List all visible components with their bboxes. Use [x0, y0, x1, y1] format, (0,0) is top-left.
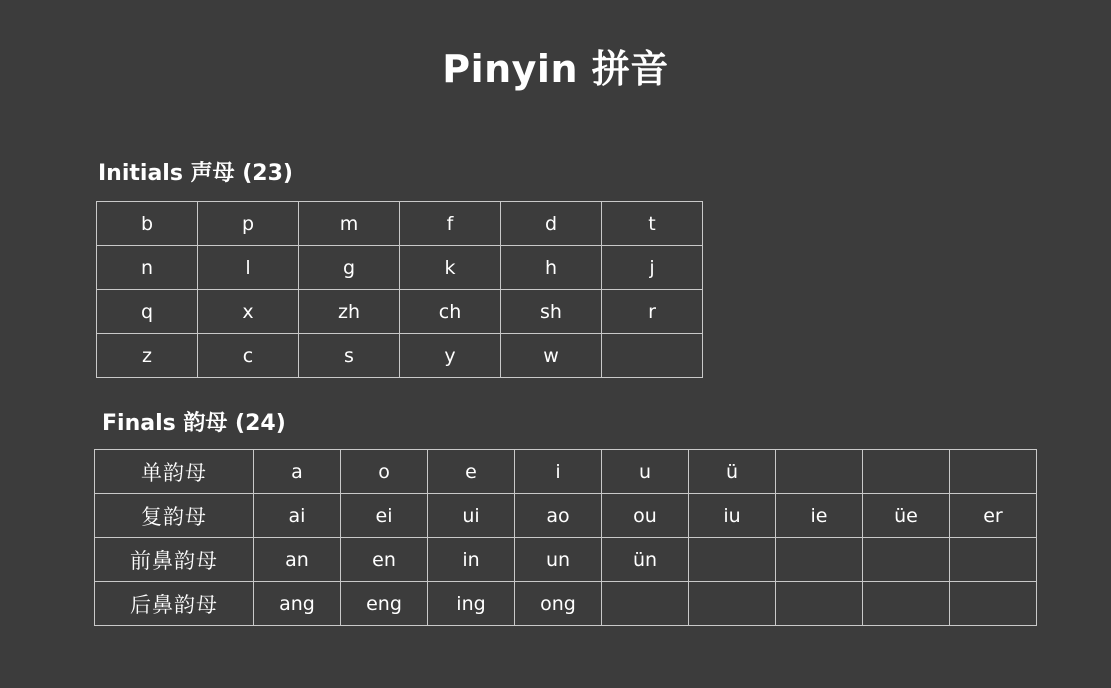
page-title: Pinyin 拼音: [442, 47, 669, 91]
initials-heading: Initials 声母 (23): [98, 161, 293, 186]
initial-cell: c: [198, 334, 299, 378]
final-cell: ong: [515, 582, 602, 626]
final-cell-empty: [689, 538, 776, 582]
final-cell: ün: [602, 538, 689, 582]
table-row: [97, 202, 703, 246]
initial-cell: r: [602, 290, 703, 334]
final-cell: i: [515, 450, 602, 494]
initial-cell: zh: [299, 290, 400, 334]
initial-cell: ch: [400, 290, 501, 334]
initial-cell: z: [97, 334, 198, 378]
final-cell: o: [341, 450, 428, 494]
final-cell-empty: [950, 582, 1037, 626]
table-row: [95, 494, 1037, 538]
final-cell: eng: [341, 582, 428, 626]
final-cell-empty: [950, 538, 1037, 582]
initial-cell: k: [400, 246, 501, 290]
initial-cell: d: [501, 202, 602, 246]
final-cell-empty: [689, 582, 776, 626]
final-cell-empty: [950, 450, 1037, 494]
final-cell-empty: [776, 582, 863, 626]
final-cell: u: [602, 450, 689, 494]
table-row: [97, 334, 703, 378]
final-cell: ei: [341, 494, 428, 538]
initial-cell: n: [97, 246, 198, 290]
initial-cell: l: [198, 246, 299, 290]
initial-cell: b: [97, 202, 198, 246]
finals-section: [94, 406, 1037, 626]
initial-cell: t: [602, 202, 703, 246]
pinyin-page: [0, 38, 1111, 688]
final-cell-empty: [863, 538, 950, 582]
final-cell-empty: [776, 538, 863, 582]
final-cell: ing: [428, 582, 515, 626]
final-cell-empty: [776, 450, 863, 494]
final-cell: ao: [515, 494, 602, 538]
final-cell: iu: [689, 494, 776, 538]
initial-cell-empty: [602, 334, 703, 378]
initial-cell: sh: [501, 290, 602, 334]
finals-table: [94, 449, 1037, 626]
final-cell-empty: [863, 582, 950, 626]
finals-row-label: 后鼻韵母: [95, 582, 254, 626]
final-cell: ou: [602, 494, 689, 538]
initial-cell: y: [400, 334, 501, 378]
table-row: [97, 290, 703, 334]
table-row: [95, 538, 1037, 582]
final-cell: un: [515, 538, 602, 582]
final-cell-empty: [863, 450, 950, 494]
final-cell: e: [428, 450, 515, 494]
final-cell-empty: [602, 582, 689, 626]
initial-cell: x: [198, 290, 299, 334]
final-cell: a: [254, 450, 341, 494]
finals-row-label: 单韵母: [95, 450, 254, 494]
final-cell: ai: [254, 494, 341, 538]
initials-section: [96, 156, 703, 378]
table-row: [95, 582, 1037, 626]
final-cell: en: [341, 538, 428, 582]
initial-cell: s: [299, 334, 400, 378]
final-cell: üe: [863, 494, 950, 538]
final-cell: er: [950, 494, 1037, 538]
final-cell: ü: [689, 450, 776, 494]
initial-cell: f: [400, 202, 501, 246]
finals-table-body: [95, 450, 1037, 626]
initial-cell: m: [299, 202, 400, 246]
finals-heading: Finals 韵母 (24): [102, 411, 286, 436]
final-cell: ui: [428, 494, 515, 538]
final-cell: in: [428, 538, 515, 582]
final-cell: ang: [254, 582, 341, 626]
final-cell: ie: [776, 494, 863, 538]
finals-row-label: 前鼻韵母: [95, 538, 254, 582]
initial-cell: h: [501, 246, 602, 290]
initials-table-body: [97, 202, 703, 378]
initial-cell: q: [97, 290, 198, 334]
initials-table: [96, 201, 703, 378]
initial-cell: w: [501, 334, 602, 378]
finals-row-label: 复韵母: [95, 494, 254, 538]
table-row: [97, 246, 703, 290]
initial-cell: p: [198, 202, 299, 246]
initial-cell: j: [602, 246, 703, 290]
initial-cell: g: [299, 246, 400, 290]
table-row: [95, 450, 1037, 494]
final-cell: an: [254, 538, 341, 582]
